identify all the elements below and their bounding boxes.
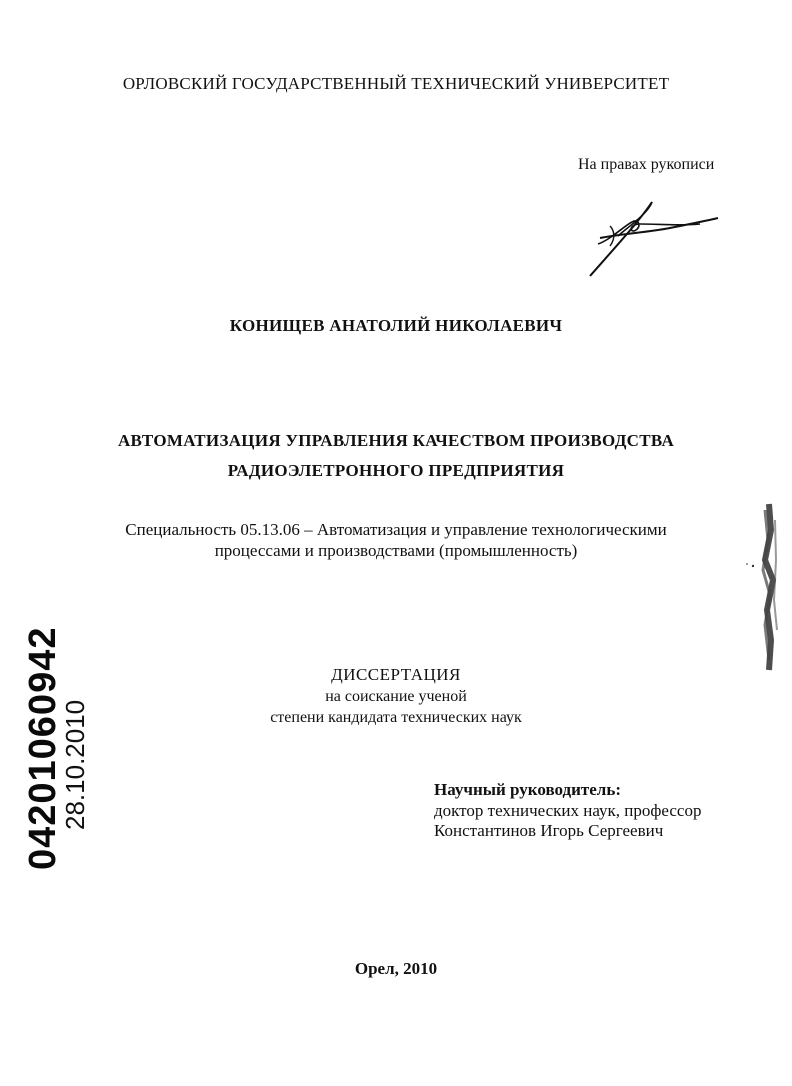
manuscript-note: На правах рукописи [578, 156, 715, 173]
thesis-title-line-2: РАДИОЭЛЕТРОННОГО ПРЕДПРИЯТИЯ [227, 461, 565, 480]
specialty-line-1: Специальность 05.13.06 – Автоматизация и управление технологическими [125, 520, 667, 539]
dissertation-subtitle-line-1: на соискание ученой [325, 688, 467, 705]
dissertation-heading: ДИССЕРТАЦИЯ [331, 665, 461, 684]
author-name: КОНИЩЕВ АНАТОЛИЙ НИКОЛАЕВИЧ [229, 316, 563, 335]
city-year: Орел, 2010 [354, 959, 438, 978]
dissertation-subtitle-line-2: степени кандидата технических наук [270, 709, 522, 726]
specialty-line-2: процессами и производствами (промышленность) [214, 541, 578, 560]
thesis-title-line-1: АВТОМАТИЗАЦИЯ УПРАВЛЕНИЯ КАЧЕСТВОМ ПРОИЗВОДСТВА [117, 431, 675, 450]
stamp-date: 28.10.2010 [60, 699, 90, 830]
supervisor-label: Научный руководитель: [434, 780, 621, 799]
university-name: ОРЛОВСКИЙ ГОСУДАРСТВЕННЫЙ ТЕХНИЧЕСКИЙ УНИВЕРСИТЕТ [122, 74, 670, 93]
supervisor-name: Константинов Игорь Сергеевич [434, 821, 664, 840]
stamp-number: 04201060942 [22, 626, 64, 870]
signature-image [580, 196, 730, 282]
supervisor-degree: доктор технических наук, профессор [434, 801, 702, 820]
scan-artifact [735, 500, 785, 680]
